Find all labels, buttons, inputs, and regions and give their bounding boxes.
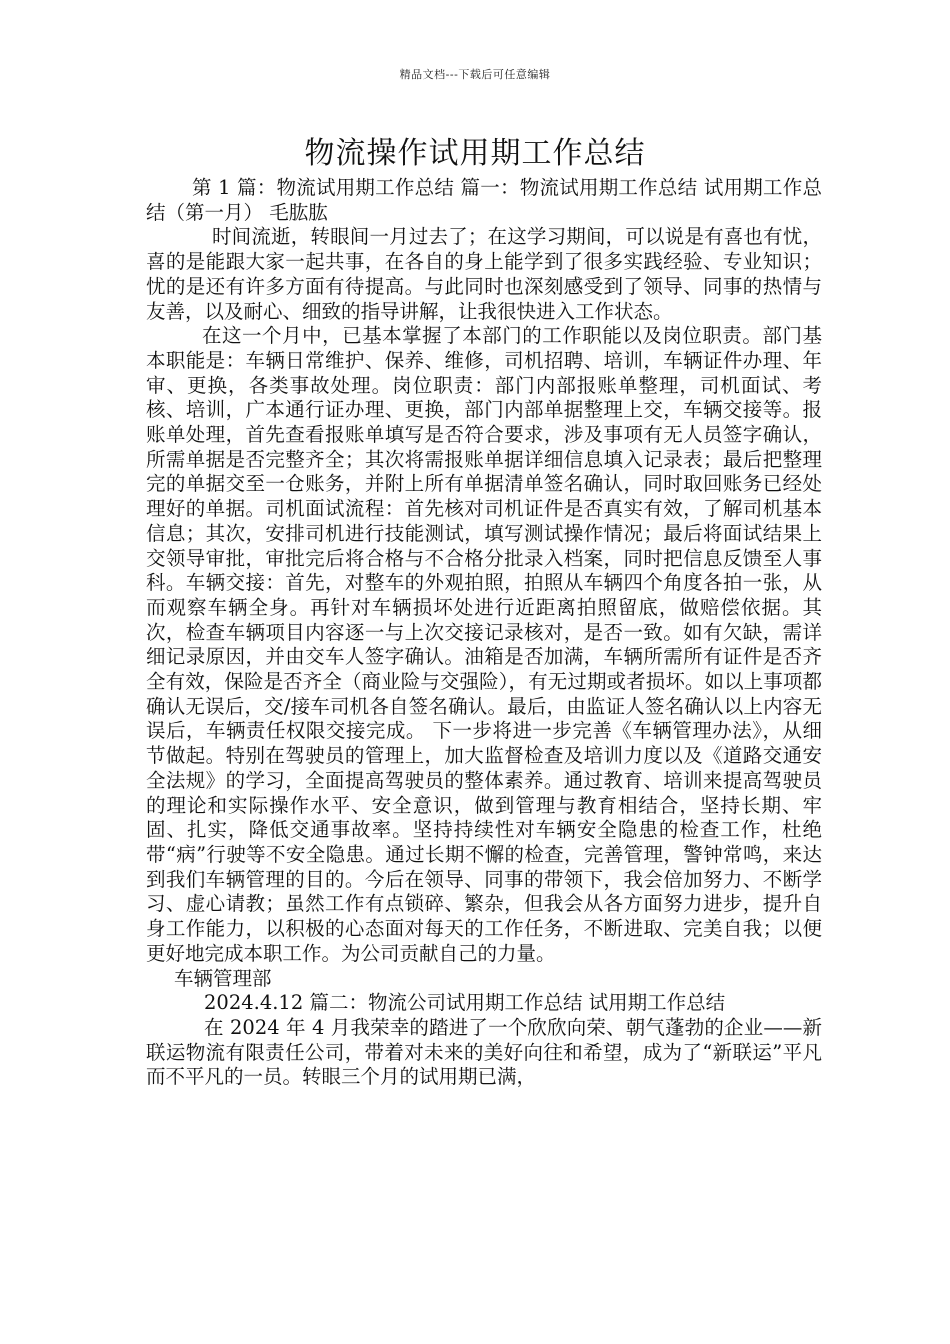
page-title: 物流操作试用期工作总结 — [304, 136, 646, 171]
signature-department: 车辆管理部 — [174, 966, 272, 990]
paragraph-part2-intro: 在 2024 年 4 月我荣幸的踏进了一个欣欣向荣、朝气蓬勃的企业——新联运物流有限责任公司，带着对未来的美好向往和希望，成为了“新联运”平凡而不平凡的一员。转眼三个月的试用期已满， — [146, 1015, 822, 1089]
paragraph-duties: 在这一个月中，已基本掌握了本部门的工作职能以及岗位职责。部门基本职能是：车辆日常维护、保养、维修，司机招聘、培训，车辆证件办理、年审、更换，各类事故处理。岗位职责：部门内部报账单整理，司机面试、考核、培训，广本通行证办理、更换，部门内部单据整理上交，车辆交接等。报账单处理，首先查看报账单填写是否符合要求，涉及事项有无人员签字确认，所需单据是否完整齐全；其次将需报账单据详细信息填入记录表；最后把整理完的单据交至一仓账务，并附上所有单据清单签名确认，同时取回账务已经处理好的单据。司机面试流程：首先核对司机证件是否真实有效，了解司机基本信息；其次，安排司机进行技能测试，填写测试操作情况；最后将面试结果上交领导审批，审批完后将合格与不合格分批录入档案，同时把信息反馈至人事科。车辆交接：首先，对整车的外观拍照，拍照从车辆四个角度各拍一张，从而观察车辆全身。再针对车辆损坏处进行近距离拍照留底，做赔偿依据。其次，检查车辆项目内容逐一与上次交接记录核对，是否一致。如有欠缺，需详细记录原因，并由交车人签字确认。油箱是否加满，车辆所需所有证件是否齐全有效，保险是否齐全（商业险与交强险），有无过期或者损坏。如以上事项都确认无误后，交/接车司机各自签名确认。最后，由监证人签名确认以上内容无误后，车辆责任权限交接完成。 下一步将进一步完善《车辆管理办法》，从细节做起。特别在驾驶员的管理上，加大监督检查及培训力度以及《道路交通安全法规》的学习，全面提高驾驶员的整体素养。通过教育、培训来提高驾驶员的理论和实际操作水平、安全意识，做到管理与教育相结合，坚持长期、牢固、扎实，降低交通事故率。坚持持续性对车辆安全隐患的检查工作，杜绝带“病”行驶等不安全隐患。通过长期不懈的检查，完善管理，警钟常鸣，来达到我们车辆管理的目的。今后在领导、同事的带领下，我会倍加努力、不断学习、虚心请教；虽然工作有点锁碎、繁杂，但我会从各方面努力进步，提升自身工作能力，以积极的心态面对每天的工作任务，不断进取、完美自我；以便更好地完成本职工作。为公司贡献自己的力量。 — [146, 324, 822, 965]
paragraph-reflection: 时间流逝，转眼间一月过去了；在这学习期间，可以说是有喜也有忧，喜的是能跟大家一起共事，在各自的身上能学到了很多实践经验、专业知识；忧的是还有许多方面有待提高。与此同时也深刻感受到了领导、同事的热情与友善，以及耐心、细致的指导讲解，让我很快进入工作状态。 — [146, 225, 822, 323]
paragraph-intro: 第 1 篇：物流试用期工作总结 篇一：物流试用期工作总结 试用期工作总结（第一月） 毛肱肱 — [146, 176, 822, 224]
header-note: 精品文档---下载后可任意编辑 — [399, 68, 551, 81]
paragraph-date-part2: 2024.4.12 篇二：物流公司试用期工作总结 试用期工作总结 — [204, 991, 726, 1015]
document-body — [146, 176, 822, 1090]
